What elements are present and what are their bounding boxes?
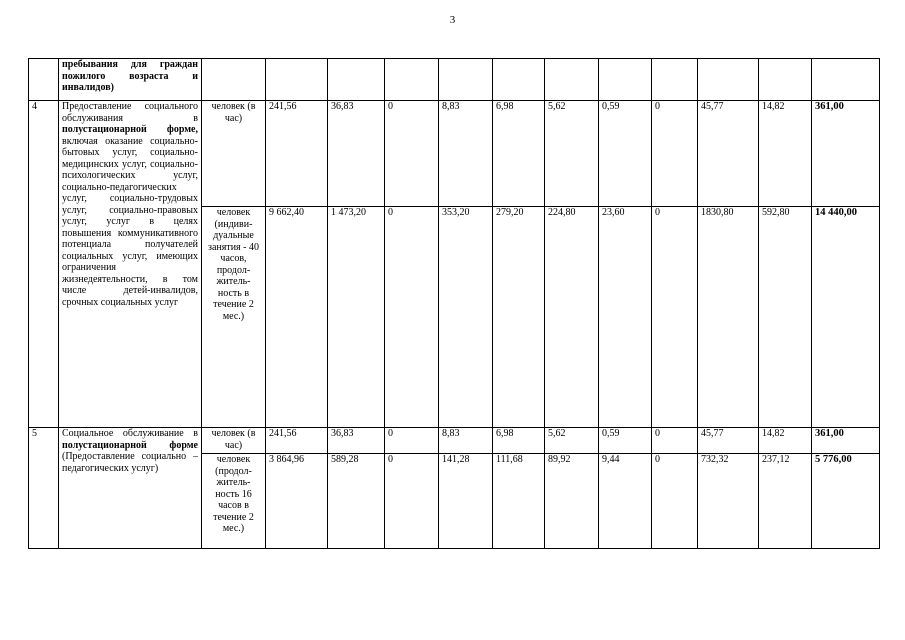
service-name-intro: Социальное обслуживание в — [62, 428, 198, 439]
unit-cell — [202, 59, 266, 101]
value-cell — [759, 59, 812, 101]
value-cell: 14,82 — [759, 101, 812, 207]
value-cell: 0 — [385, 454, 439, 549]
value-cell: 0 — [385, 101, 439, 207]
value-cell — [439, 59, 493, 101]
service-name-bold: полустационарной форме, — [62, 124, 198, 135]
value-cell: 241,56 — [266, 101, 328, 207]
value-cell: 6,98 — [493, 101, 545, 207]
value-cell — [385, 59, 439, 101]
value-cell: 0,59 — [599, 101, 652, 207]
table-row — [29, 101, 880, 207]
value-cell: 0 — [385, 428, 439, 454]
value-cell: 23,60 — [599, 207, 652, 428]
value-cell: 36,83 — [328, 428, 385, 454]
page-number: 3 — [449, 14, 456, 26]
value-cell: 589,28 — [328, 454, 385, 549]
row-number: 5 — [29, 428, 59, 549]
value-cell: 45,77 — [698, 428, 759, 454]
total-cell: 14 440,00 — [812, 207, 880, 428]
unit-cell: человек (индиви-дуальные занятия - 40 часов, продол-житель-ность в течение 2 мес.) — [202, 207, 266, 428]
value-cell: 1 473,20 — [328, 207, 385, 428]
service-name — [59, 101, 202, 428]
value-cell: 5,62 — [545, 428, 599, 454]
value-cell: 241,56 — [266, 428, 328, 454]
value-cell — [328, 59, 385, 101]
table-row — [29, 428, 880, 454]
value-cell: 224,80 — [545, 207, 599, 428]
value-cell: 111,68 — [493, 454, 545, 549]
value-cell: 36,83 — [328, 101, 385, 207]
value-cell: 0 — [652, 207, 698, 428]
value-cell: 6,98 — [493, 428, 545, 454]
value-cell: 0 — [652, 454, 698, 549]
value-cell: 9,44 — [599, 454, 652, 549]
total-cell: 5 776,00 — [812, 454, 880, 549]
value-cell: 9 662,40 — [266, 207, 328, 428]
value-cell: 141,28 — [439, 454, 493, 549]
value-cell: 45,77 — [698, 101, 759, 207]
value-cell: 279,20 — [493, 207, 545, 428]
tariff-table — [28, 58, 880, 549]
value-cell — [599, 59, 652, 101]
value-cell: 237,12 — [759, 454, 812, 549]
value-cell: 0 — [385, 207, 439, 428]
service-name-details: включая оказание социально-бытовых услуг, социально-медицинских услуг, социально-психологических услуг, социально-педагогических услуг, социально-трудовых услуг, социально-правовых услуг, услуг в целях повышения коммуникативного потенциала получателей социальных услуг, имеющих ограничения жизнедеятельности, в том числе детей-инвалидов, срочных социальных услуг — [62, 135, 198, 308]
value-cell: 14,82 — [759, 428, 812, 454]
value-cell: 732,32 — [698, 454, 759, 549]
value-cell: 3 864,96 — [266, 454, 328, 549]
value-cell: 592,80 — [759, 207, 812, 428]
total-cell: 361,00 — [812, 101, 880, 207]
service-name-details: (Предоставление социально – педагогических услуг) — [62, 451, 198, 474]
table-row-continuation — [29, 59, 880, 101]
value-cell — [652, 59, 698, 101]
value-cell: 8,83 — [439, 428, 493, 454]
row-number: 4 — [29, 101, 59, 428]
value-cell: 1830,80 — [698, 207, 759, 428]
unit-cell: человек (в час) — [202, 428, 266, 454]
value-cell: 89,92 — [545, 454, 599, 549]
total-cell: 361,00 — [812, 428, 880, 454]
service-name — [59, 428, 202, 549]
value-cell: 353,20 — [439, 207, 493, 428]
service-name-intro: Предоставление социального обслуживания в — [62, 101, 198, 124]
value-cell — [266, 59, 328, 101]
value-cell — [698, 59, 759, 101]
value-cell: 0 — [652, 428, 698, 454]
value-cell: 8,83 — [439, 101, 493, 207]
total-cell — [812, 59, 880, 101]
row-number — [29, 59, 59, 101]
service-name-bold: полустационарной форме — [62, 439, 198, 451]
value-cell — [493, 59, 545, 101]
value-cell: 0 — [652, 101, 698, 207]
value-cell: 5,62 — [545, 101, 599, 207]
value-cell — [545, 59, 599, 101]
service-name: пребывания для граждан пожилого возраста и инвалидов) — [59, 59, 202, 101]
unit-cell: человек (в час) — [202, 101, 266, 207]
unit-cell: человек (продол-житель-ность 16 часов в течение 2 мес.) — [202, 454, 266, 549]
value-cell: 0,59 — [599, 428, 652, 454]
